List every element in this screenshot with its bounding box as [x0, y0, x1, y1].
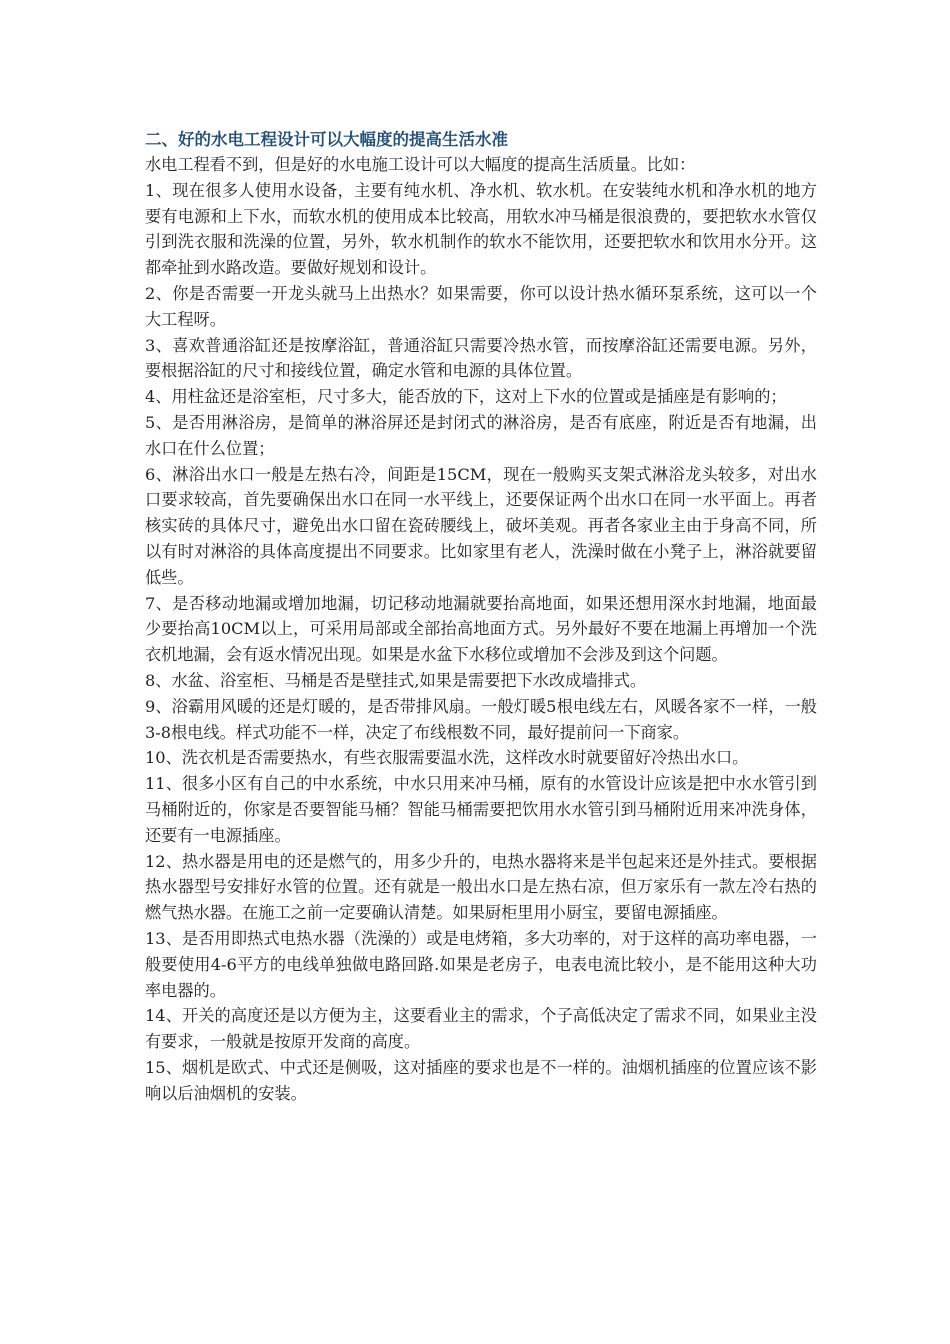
list-item-1: 1、现在很多人使用水设备，主要有纯水机、净水机、软水机。在安装纯水机和净水机的地方要有电源和上下水，而软水机的使用成本比较高，用软水冲马桶是很浪费的，要把软水水管仅引到洗衣服和洗澡的位置，另外，软水机制作的软水不能饮用，还要把软水和饮用水分开。这都牵扯到水路改造。要做好规划和设计。 [145, 180, 817, 278]
list-item-7: 7、是否移动地漏或增加地漏，切记移动地漏就要抬高地面，如果还想用深水封地漏，地面最少要抬高10CM以上，可采用局部或全部抬高地面方式。另外最好不要在地漏上再增加一个洗衣机地漏，会有返水情况出现。如果是水盆下水移位或增加不会涉及到这个问题。 [145, 593, 817, 665]
list-item-14: 14、开关的高度还是以方便为主，这要看业主的需求，个子高低决定了需求不同，如果业主没有要求，一般就是按原开发商的高度。 [145, 1006, 817, 1052]
list-item-6: 6、淋浴出水口一般是左热右冷，间距是15CM，现在一般购买支架式淋浴龙头较多，对出水口要求较高，首先要确保出水口在同一水平线上，还要保证两个出水口在同一水平面上。再者核实砖的具体尺寸，避免出水口留在瓷砖腰线上，破坏美观。再者各家业主由于身高不同，所以有时对淋浴的具体高度提出不同要求。比如家里有老人，洗澡时做在小凳子上，淋浴就要留低些。 [145, 464, 817, 587]
list-item-9: 9、浴霸用风暖的还是灯暖的，是否带排风扇。一般灯暖5根电线左右，风暖各家不一样，一般3-8根电线。样式功能不一样，决定了布线根数不同，最好提前问一下商家。 [145, 696, 817, 742]
list-item-8: 8、水盆、浴室柜、马桶是否是壁挂式,如果是需要把下水改成墙排式。 [145, 670, 647, 690]
list-item-4: 4、用柱盆还是浴室柜，尺寸多大，能否放的下，这对上下水的位置或是插座是有影响的； [145, 387, 787, 407]
document-page [145, 127, 817, 1106]
section-heading: 二、好的水电工程设计可以大幅度的提高生活水准 [145, 130, 508, 149]
list-item-12: 12、热水器是用电的还是燃气的，用多少升的，电热水器将来是半包起来还是外挂式。要根据热水器型号安排好水管的位置。还有就是一般出水口是左热右凉，但万家乐有一款左冷右热的燃气热水器。在施工之前一定要确认清楚。如果厨柜里用小厨宝，要留电源插座。 [145, 851, 817, 923]
intro-paragraph: 水电工程看不到，但是好的水电施工设计可以大幅度的提高生活质量。比如： [145, 155, 696, 174]
list-item-10: 10、洗衣机是否需要热水，有些衣服需要温水洗，这样改水时就要留好冷热出水口。 [145, 748, 749, 768]
list-item-11: 11、很多小区有自己的中水系统，中水只用来冲马桶，原有的水管设计应该是把中水水管引到马桶附近的，你家是否要智能马桶？智能马桶需要把饮用水水管引到马桶附近用来冲洗身体，还要有一电源插座。 [145, 774, 817, 845]
list-item-3: 3、喜欢普通浴缸还是按摩浴缸，普通浴缸只需要冷热水管，而按摩浴缸还需要电源。另外，要根据浴缸的尺寸和接线位置，确定水管和电源的具体位置。 [145, 335, 817, 381]
list-item-15: 15、烟机是欧式、中式还是侧吸，这对插座的要求也是不一样的。油烟机插座的位置应该不影响以后油烟机的安装。 [145, 1057, 817, 1103]
list-item-13: 13、是否用即热式电热水器（洗澡的）或是电烤箱，多大功率的，对于这样的高功率电器，一般要使用4-6平方的电线单独做电路回路.如果是老房子，电表电流比较小，是不能用这种大功率电器的。 [145, 928, 817, 1000]
list-item-2: 2、你是否需要一开龙头就马上出热水？如果需要，你可以设计热水循环泵系统，这可以一个大工程呀。 [145, 283, 817, 329]
list-item-5: 5、是否用淋浴房，是简单的淋浴屏还是封闭式的淋浴房，是否有底座，附近是否有地漏，出水口在什么位置； [145, 412, 817, 458]
